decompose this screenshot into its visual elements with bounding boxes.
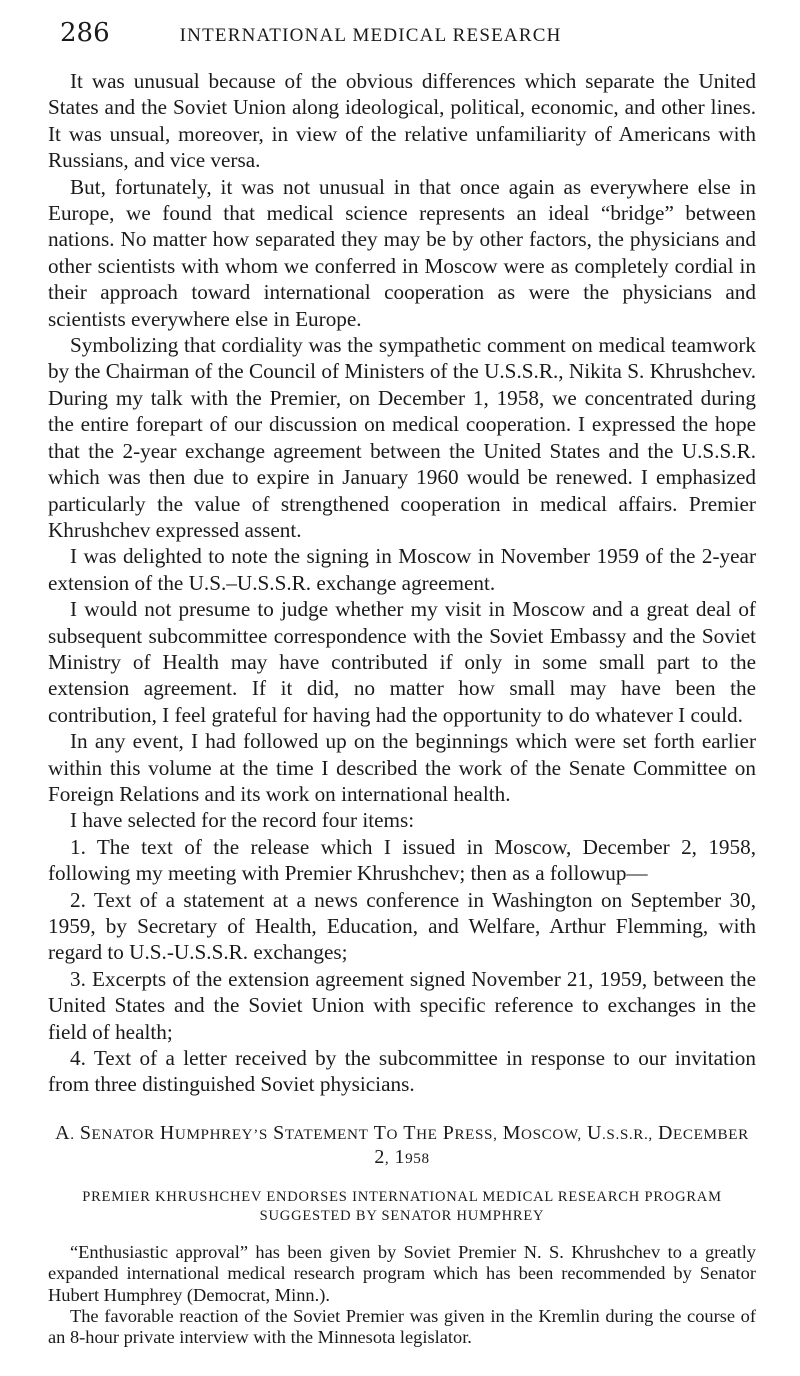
- running-head: [48, 18, 756, 58]
- running-title: INTERNATIONAL MEDICAL RESEARCH: [179, 25, 562, 46]
- paragraph: I was delighted to note the signing in Moscow in November 1959 of the 2-year extension of the U.S.–U.S.S.R. exchange agreement.: [48, 544, 756, 595]
- paragraph: But, fortunately, it was not unusual in that once again as everywhere else in Europe, we found that medical science represents an ideal “bridge” between nations. No matter how separated they may be by other factors, the physicians and other scientists with whom we conferred in Moscow were as completely cordial in their approach toward international cooperation as were the physicians and scientists everywhere else in Europe.: [48, 174, 756, 331]
- paragraph: It was unusual because of the obvious differences which separate the United States and the Soviet Union along ideological, political, economic, and other lines. It was unsual, moreover, in view of the relative unfamiliarity of Americans with Russians, and vice versa.: [48, 69, 756, 173]
- section-heading: [48, 1122, 756, 1170]
- list-item: 2. Text of a statement at a news conference in Washington on September 30, 1959, by Secretary of Health, Education, and Welfare, Arthur Flemming, with regard to U.S.-U.S.S.R. exchanges;: [48, 887, 756, 965]
- paragraph: The favorable reaction of the Soviet Premier was given in the Kremlin during the course of an 8-hour private interview with the Minnesota legislator.: [48, 1306, 756, 1348]
- paragraph: I would not presume to judge whether my visit in Moscow and a great deal of subsequent subcommittee correspondence with the Soviet Embassy and the Soviet Ministry of Health may have contributed if only in some small part to the extension agreement. If it did, no matter how small may have been the contribution, I feel grateful for having had the opportunity to do whatever I could.: [48, 597, 756, 727]
- list-item: 4. Text of a letter received by the subcommittee in response to our invitation from three distinguished Soviet physicians.: [48, 1046, 756, 1097]
- paragraph: In any event, I had followed up on the beginnings which were set forth earlier within this volume at the time I described the work of the Senate Committee on Foreign Relations and its work on international health.: [48, 729, 756, 806]
- sub-heading: PREMIER KHRUSHCHEV ENDORSES INTERNATIONAL MEDICAL RESEARCH PROGRAM SUGGESTED BY SENATOR HUMPHREY: [82, 1188, 722, 1224]
- page-number: 286: [60, 18, 110, 48]
- paragraph: Symbolizing that cordiality was the sympathetic comment on medical teamwork by the Chairman of the Council of Ministers of the U.S.S.R., Nikita S. Khrushchev. During my talk with the Premier, on December 1, 1958, we concentrated during the entire forepart of our discussion on medical cooperation. I expressed the hope that the 2-year exchange agreement between the United States and the U.S.S.R. which was then due to expire in January 1960 would be renewed. I emphasized particularly the value of strengthened cooperation in medical affairs. Premier Khrushchev expressed assent.: [48, 333, 756, 542]
- press-release-text: [48, 1242, 756, 1349]
- list-item: 3. Excerpts of the extension agreement signed November 21, 1959, between the United States and the Soviet Union with specific reference to exchanges in the field of health;: [48, 966, 756, 1044]
- body-text: [48, 68, 756, 1098]
- section-heading-text: A. SENATOR HUMPHREY’S STATEMENT TO THE PRESS, MOSCOW, U.S.S.R., DECEMBER 2, 1958: [55, 1121, 749, 1168]
- paragraph: “Enthusiastic approval” has been given by Soviet Premier N. S. Khrushchev to a greatly expanded international medical research program which has been recommended by Senator Hubert Humphrey (Democrat, Minn.).: [48, 1241, 756, 1305]
- document-page: [48, 18, 756, 1349]
- list-item: 1. The text of the release which I issued in Moscow, December 2, 1958, following my meeting with Premier Khrushchev; then as a followup—: [48, 834, 756, 886]
- paragraph: I have selected for the record four items:: [70, 808, 415, 833]
